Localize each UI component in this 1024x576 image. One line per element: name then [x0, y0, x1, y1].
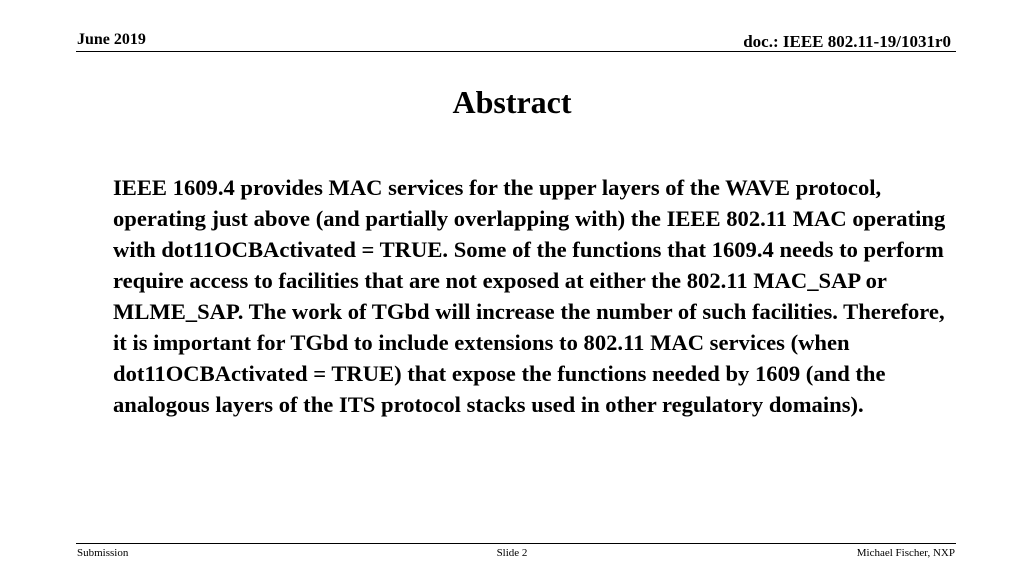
- footer-slide-number: Slide 2: [496, 547, 528, 559]
- footer-submission: Submission: [77, 547, 129, 559]
- header-doc-id: doc.: IEEE 802.11-19/1031r0: [743, 32, 951, 51]
- header-date: June 2019: [77, 31, 146, 48]
- header-divider: [76, 51, 956, 52]
- slide-title: Abstract: [452, 84, 572, 120]
- footer-author: Michael Fischer, NXP: [856, 547, 955, 559]
- footer-divider: [76, 543, 956, 544]
- abstract-body: IEEE 1609.4 provides MAC services for the upper layers of the WAVE protocol, operating just above (and partially overlapping with) the IEEE 802.11 MAC operating with dot11OCBActivated = TRUE. Some of the functions that 1609.4 needs to perform require access to facilities that are not exposed at either the 802.11 MAC_SAP or MLME_SAP. The work of TGbd will increase the number of such facilities. Therefore, it is important for TGbd to include extensions to 802.11 MAC services (when dot11OCBActivated = TRUE) that expose the functions needed by 1609 (and the analogous layers of the ITS protocol stacks used in other regulatory domains).: [113, 175, 946, 417]
